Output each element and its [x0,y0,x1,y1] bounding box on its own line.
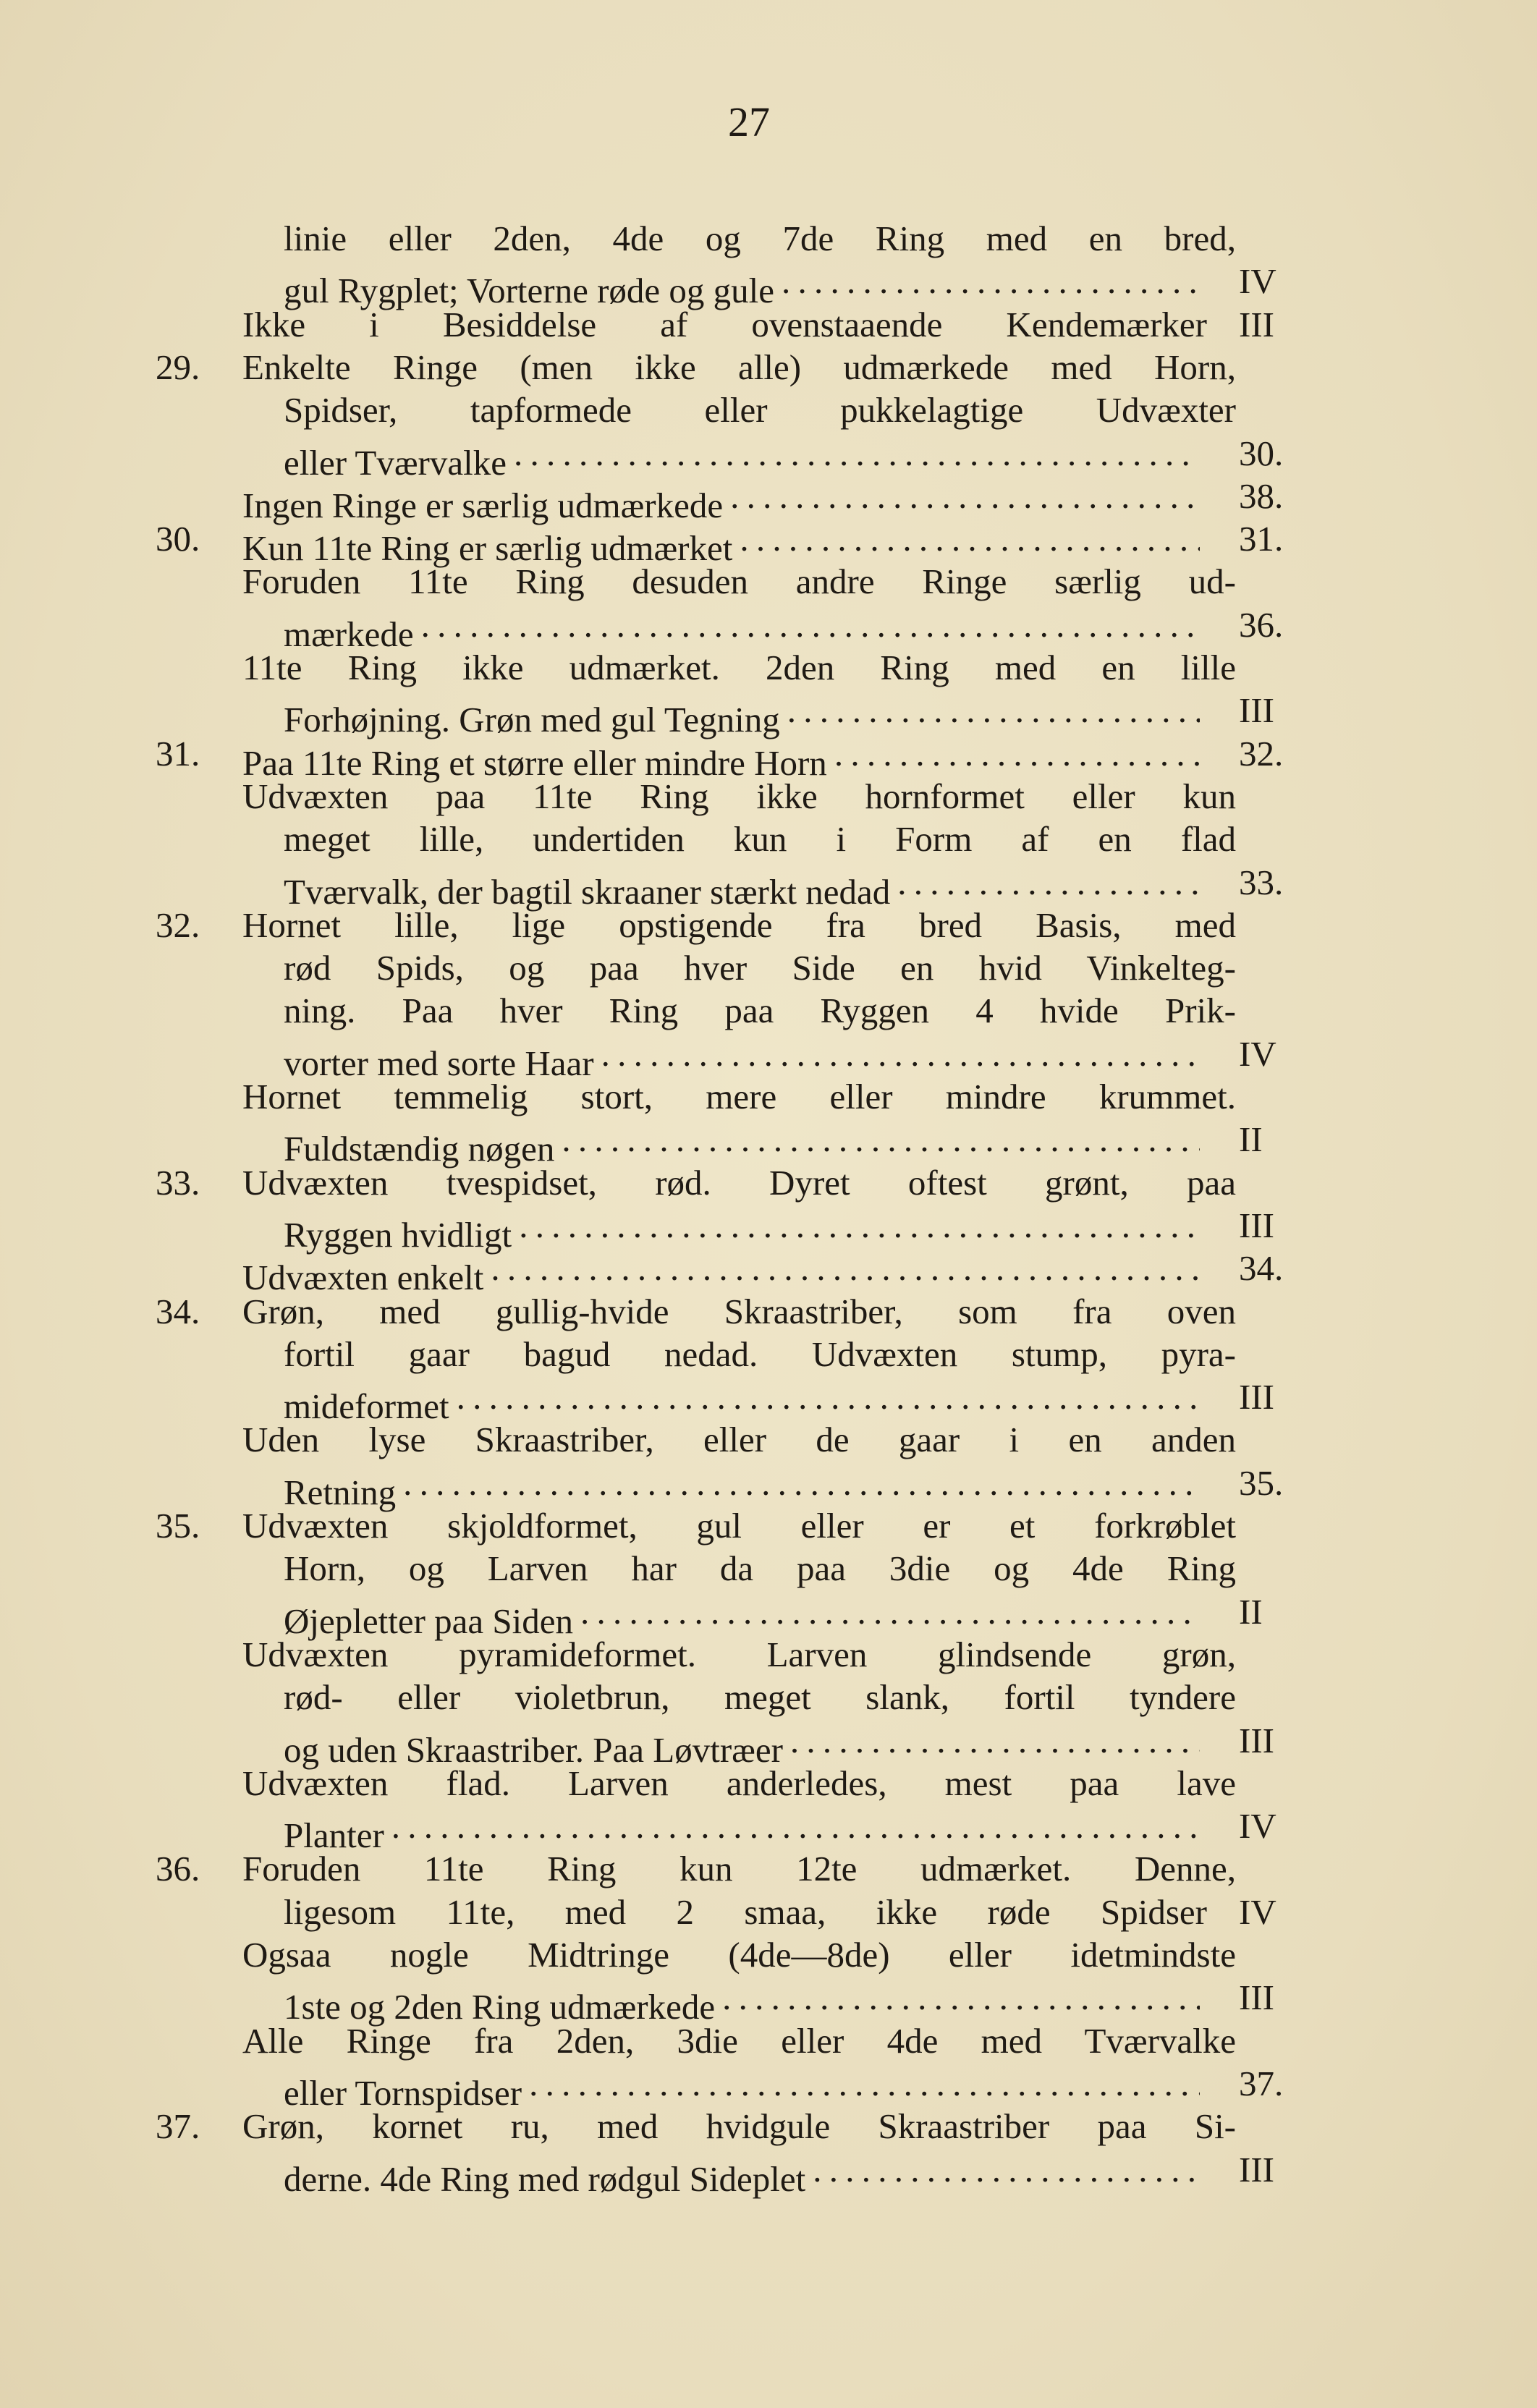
key-text: Spidser, tapformede eller pukkelagtige Udvæxter [284,390,1236,430]
key-text: Ikke i Besiddelse af ovenstaaende Kendemærker [242,305,1207,344]
key-text: Øjepletter paa Siden [284,1601,574,1641]
key-text: vorter med sorte Haar [284,1043,594,1083]
key-text: mærkede [284,614,414,654]
key-reference: III [1239,2150,1274,2189]
key-line [0,1762,1537,1805]
key-line [0,1891,1537,1933]
dot-leader [601,1033,1200,1075]
couplet-number: 31. [156,734,200,773]
key-line [0,603,1537,654]
key-text: Paa 11te Ring et større eller mindre Horn [242,743,827,783]
key-text: Hornet temmelig stort, mere eller mindre krummet. [242,1077,1236,1116]
key-text: Foruden 11te Ring kun 12te udmærket. Denne, [242,1849,1236,1888]
couplet-number: 37. [156,2106,200,2146]
key-text: Udvæxten paa 11te Ring ikke hornformet eller kun [242,776,1236,816]
key-reference: IV [1239,1806,1276,1846]
key-line [0,946,1537,989]
key-reference: III [1239,305,1274,344]
key-text: Udvæxten enkelt [242,1258,484,1297]
dot-leader [491,1247,1200,1289]
key-text: rød- eller violetbrun, meget slank, fortil tyndere [284,1677,1236,1717]
key-reference: III [1239,1721,1274,1760]
key-text: Ingen Ringe er særlig udmærkede [242,486,724,525]
key-line [0,2105,1537,2148]
key-text: Uden lyse Skraastriber, eller de gaar i en anden [242,1420,1236,1459]
key-reference: 35. [1239,1463,1284,1503]
key-line [0,775,1537,818]
key-reference: III [1239,1977,1274,2017]
couplet-number: 36. [156,1849,200,1888]
key-line [0,475,1537,525]
key-line [0,1633,1537,1676]
key-text: ning. Paa hver Ring paa Ryggen 4 hvide Prik- [284,991,1236,1030]
dot-leader [391,1805,1200,1847]
key-reference: 32. [1239,734,1284,773]
key-line [0,1375,1537,1426]
key-text: Retning [284,1472,397,1512]
key-reference: III [1239,1377,1274,1417]
key-text: 1ste og 2den Ring udmærkede [284,1987,716,2027]
key-line [0,1118,1537,1169]
key-line [0,1676,1537,1718]
key-line [0,1805,1537,1855]
key-reference: 33. [1239,862,1284,902]
key-text: Grøn, kornet ru, med hvidgule Skraastriber paa Si- [242,2106,1236,2146]
key-reference: II [1239,1592,1263,1632]
couplet-number: 29. [156,347,200,387]
key-line [0,689,1537,739]
key-text: rød Spids, og paa hver Side en hvid Vinkelteg- [284,948,1236,988]
key-text: Planter [284,1815,384,1855]
key-reference: 37. [1239,2064,1284,2103]
key-text: eller Tornspidser [284,2073,522,2113]
key-text: Horn, og Larven har da paa 3die og 4de Ring [284,1548,1236,1588]
key-text: Ogsaa nogle Midtringe (4de—8de) eller idetmindste [242,1935,1236,1975]
dot-leader [834,732,1200,775]
dot-leader [813,2148,1200,2191]
key-reference: 34. [1239,1248,1284,1288]
dot-leader [787,689,1200,732]
key-text: ligesom 11te, med 2 smaa, ikke røde Spidser [284,1892,1207,1932]
key-reference: 31. [1239,519,1284,559]
key-reference: 38. [1239,476,1284,516]
key-text: fortil gaar bagud nedad. Udvæxten stump, pyra- [284,1334,1236,1374]
key-line [0,1033,1537,1083]
key-text: Grøn, med gullig-hvide Skraastriber, som fra oven [242,1292,1236,1331]
key-text: Tværvalk, der bagtil skraaner stærkt nedad [284,872,891,912]
key-line [0,560,1537,603]
key-text: Kun 11te Ring er særlig udmærket [242,528,733,568]
key-line [0,1161,1537,1204]
page-number: 27 [728,98,770,145]
key-line [0,861,1537,912]
key-text: derne. 4de Ring med rødgul Sideplet [284,2159,806,2199]
key-text: 11te Ring ikke udmærket. 2den Ring med en lille [242,648,1236,687]
key-line [0,989,1537,1032]
key-text: Udvæxten skjoldformet, gul eller er et forkrøblet [242,1506,1236,1546]
key-line [0,904,1537,946]
key-text: gul Rygplet; Vorterne røde og gule [284,271,775,310]
key-text: Enkelte Ringe (men ikke alle) udmærkede med Horn, [242,347,1236,387]
key-line [0,1290,1537,1333]
dot-leader [730,475,1200,517]
key-line [0,2019,1537,2062]
key-line [0,1075,1537,1118]
key-reference: IV [1239,1034,1276,1074]
couplet-number: 34. [156,1292,200,1331]
key-text: eller Tværvalke [284,443,507,483]
key-line [0,346,1537,389]
dot-leader [722,1976,1200,2019]
dot-leader [519,1204,1200,1247]
key-line [0,1933,1537,1976]
couplet-number: 33. [156,1163,200,1203]
dot-leader [562,1118,1200,1161]
dot-leader [782,260,1200,302]
key-text: meget lille, undertiden kun i Form af en flad [284,819,1236,859]
key-text: linie eller 2den, 4de og 7de Ring med en bred, [284,219,1236,258]
key-reference: 36. [1239,605,1284,645]
key-reference: IV [1239,1892,1276,1932]
key-text: og uden Skraastriber. Paa Løvtræer [284,1730,783,1770]
dot-leader [421,603,1200,646]
key-text: Udvæxten tvespidset, rød. Dyret oftest grønt, paa [242,1163,1236,1203]
dot-leader [457,1375,1200,1418]
dot-leader [790,1719,1200,1762]
key-reference: III [1239,690,1274,730]
dot-leader [529,2062,1200,2105]
key-text: Udvæxten flad. Larven anderledes, mest paa lave [242,1763,1236,1803]
key-line [0,1719,1537,1770]
dot-leader [580,1590,1200,1633]
key-reference: III [1239,1205,1274,1245]
dot-leader [403,1462,1200,1504]
key-line [0,517,1537,568]
key-line [0,1976,1537,2027]
dot-leader [897,861,1200,904]
key-text: Hornet lille, lige opstigende fra bred Basis, med [242,905,1236,945]
key-line [0,1590,1537,1641]
key-text: Ryggen hvidligt [284,1215,512,1255]
key-text: Fuldstændig nøgen [284,1129,555,1169]
key-text: Udvæxten pyramideformet. Larven glindsende grøn, [242,1635,1236,1674]
couplet-number: 30. [156,519,200,559]
key-reference: 30. [1239,433,1284,473]
key-line [0,732,1537,783]
key-line [0,2148,1537,2199]
key-line [0,260,1537,310]
key-text: Alle Ringe fra 2den, 3die eller 4de med Tværvalke [242,2021,1236,2061]
key-line [0,1333,1537,1375]
couplet-number: 35. [156,1506,200,1546]
key-line [0,303,1537,346]
key-line [0,1547,1537,1590]
key-reference: II [1239,1119,1263,1159]
key-line [0,1418,1537,1461]
key-line [0,646,1537,689]
key-text: mideformet [284,1386,449,1426]
key-line [0,818,1537,860]
dot-leader [740,517,1200,560]
key-text: Foruden 11te Ring desuden andre Ringe særlig ud- [242,561,1236,601]
key-entry [284,2148,1207,2200]
key-line [0,1847,1537,1890]
key-line [0,432,1537,483]
key-line [0,1247,1537,1297]
key-reference: IV [1239,261,1276,301]
key-line [0,1504,1537,1547]
key-text: Forhøjning. Grøn med gul Tegning [284,700,780,739]
couplet-number: 32. [156,905,200,945]
key-line [0,1204,1537,1255]
key-line [0,389,1537,431]
key-line [0,1462,1537,1512]
key-line [0,2062,1537,2113]
dot-leader [514,432,1200,475]
key-line [0,217,1537,260]
